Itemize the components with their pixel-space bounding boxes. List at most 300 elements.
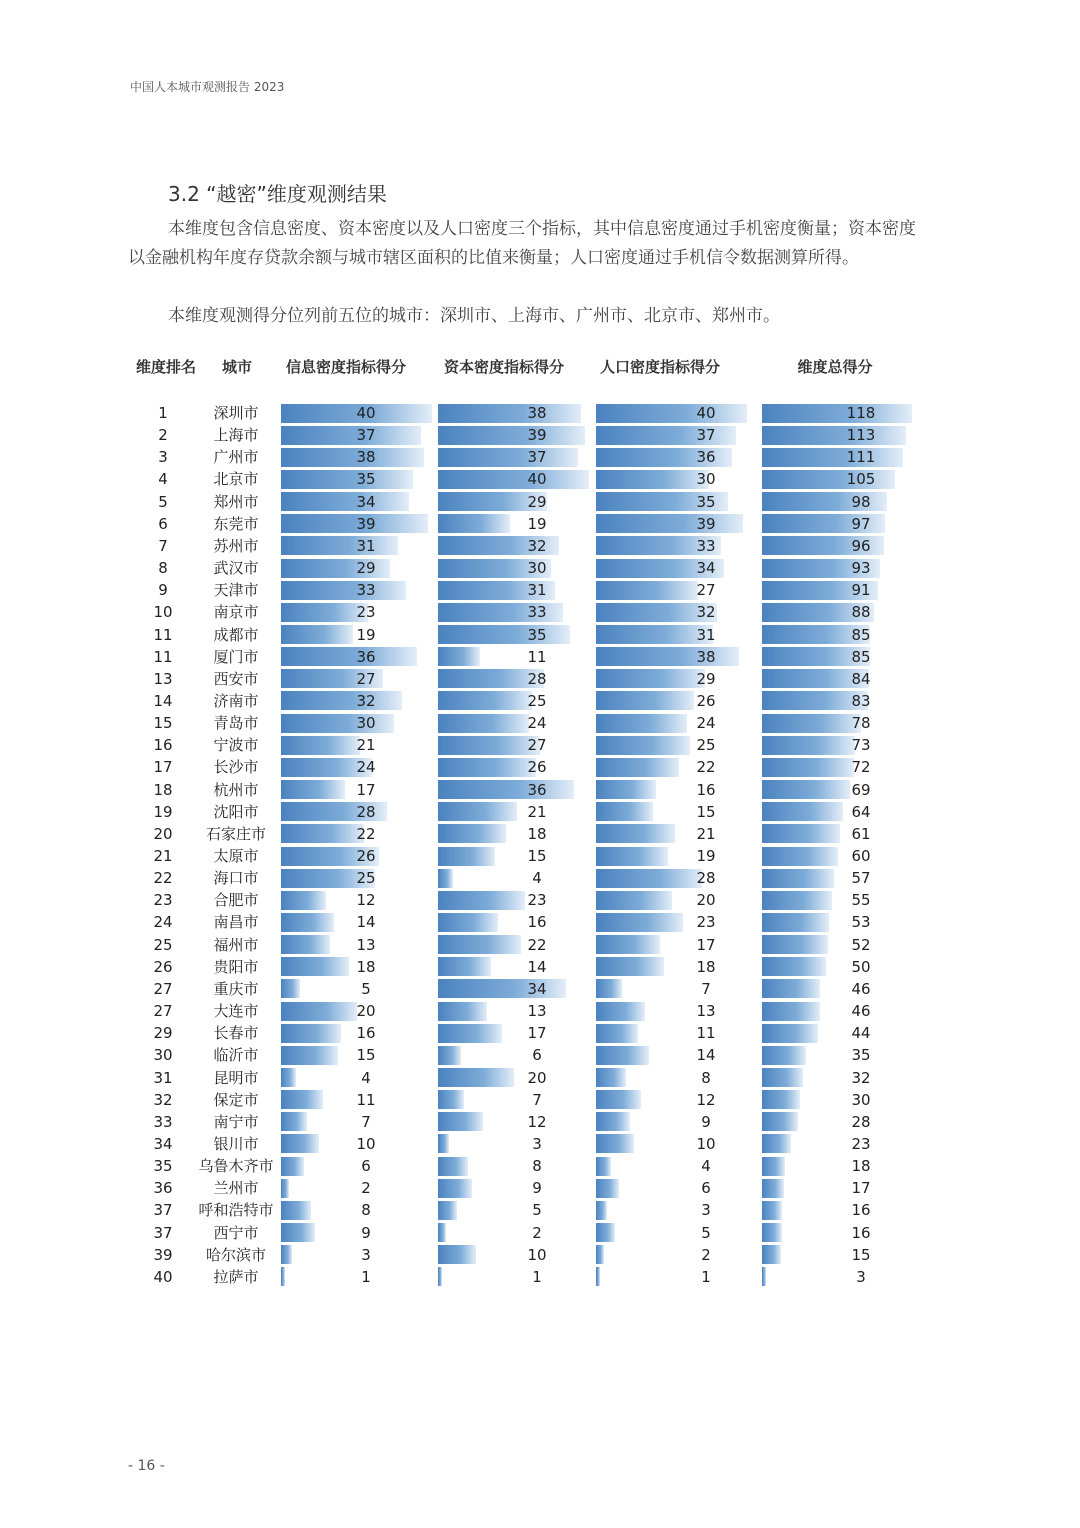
total-score-label: 111 — [846, 448, 876, 467]
info-score-label: 20 — [356, 1002, 376, 1021]
capital-score-label: 28 — [527, 669, 547, 688]
info-score-label: 6 — [361, 1157, 371, 1176]
capital-score-bar — [438, 647, 480, 666]
total-score-label: 113 — [846, 426, 876, 445]
city-cell: 重庆市 — [213, 979, 259, 998]
section-title: 3.2 “越密”维度观测结果 — [168, 182, 387, 206]
info-score-label: 19 — [356, 625, 376, 644]
total-score-label: 17 — [851, 1179, 871, 1198]
total-score-label: 88 — [851, 603, 871, 622]
population-score-bar — [596, 979, 622, 998]
capital-score-label: 22 — [527, 935, 547, 954]
population-score-bar — [596, 891, 672, 910]
info-score-label: 18 — [356, 957, 376, 976]
info-score-label: 23 — [356, 603, 376, 622]
population-score-label: 28 — [696, 869, 716, 888]
rank-cell: 27 — [153, 1002, 173, 1021]
city-cell: 哈尔滨市 — [205, 1245, 266, 1264]
capital-score-label: 4 — [532, 869, 542, 888]
population-score-bar — [596, 1068, 626, 1087]
city-cell: 武汉市 — [213, 559, 259, 578]
city-cell: 大连市 — [213, 1002, 259, 1021]
city-cell: 乌鲁木齐市 — [198, 1157, 274, 1176]
capital-score-label: 35 — [527, 625, 547, 644]
info-score-label: 29 — [356, 559, 376, 578]
capital-score-bar — [438, 1157, 468, 1176]
total-score-label: 61 — [851, 824, 871, 843]
population-score-bar — [596, 1134, 634, 1153]
info-score-label: 27 — [356, 669, 376, 688]
rank-cell: 33 — [153, 1112, 173, 1131]
population-score-label: 21 — [696, 824, 716, 843]
population-score-label: 33 — [696, 536, 716, 555]
rank-cell: 31 — [153, 1068, 173, 1087]
total-score-bar — [762, 869, 834, 888]
rank-cell: 35 — [153, 1157, 173, 1176]
info-score-label: 3 — [361, 1245, 371, 1264]
capital-score-bar — [438, 1112, 483, 1131]
capital-score-label: 30 — [527, 559, 547, 578]
city-cell: 西安市 — [213, 669, 259, 688]
rank-cell: 14 — [153, 691, 173, 710]
population-score-label: 6 — [701, 1179, 711, 1198]
info-score-label: 33 — [356, 581, 376, 600]
city-cell: 呼和浩特市 — [198, 1201, 274, 1220]
population-score-bar — [596, 1046, 649, 1065]
info-score-bar — [281, 1245, 292, 1264]
capital-score-label: 40 — [527, 470, 547, 489]
city-cell: 南宁市 — [213, 1112, 259, 1131]
population-score-label: 17 — [696, 935, 716, 954]
info-score-bar — [281, 1134, 319, 1153]
info-score-bar — [281, 1112, 307, 1131]
capital-score-bar — [438, 1134, 449, 1153]
total-score-label: 15 — [851, 1245, 871, 1264]
city-cell: 广州市 — [213, 448, 259, 467]
population-score-label: 16 — [696, 780, 716, 799]
city-cell: 杭州市 — [213, 780, 259, 799]
population-score-bar — [596, 1179, 619, 1198]
rank-cell: 1 — [158, 404, 168, 422]
info-score-bar — [281, 979, 300, 998]
total-score-label: 83 — [851, 691, 871, 710]
city-cell: 拉萨市 — [213, 1267, 259, 1286]
info-score-label: 10 — [356, 1134, 376, 1153]
rank-cell: 6 — [158, 514, 168, 533]
capital-score-bar — [438, 1068, 514, 1087]
column-header-population-density: 人口密度指标得分 — [599, 358, 720, 376]
capital-score-label: 19 — [527, 514, 547, 533]
population-score-label: 18 — [696, 957, 716, 976]
total-score-label: 30 — [851, 1090, 871, 1109]
population-score-bar — [596, 1002, 645, 1021]
capital-score-bar — [438, 935, 521, 954]
population-score-label: 24 — [696, 714, 716, 733]
capital-score-label: 2 — [532, 1223, 542, 1242]
capital-score-label: 3 — [532, 1134, 542, 1153]
rank-cell: 30 — [153, 1046, 173, 1065]
city-cell: 郑州市 — [213, 492, 259, 511]
info-score-label: 7 — [361, 1112, 371, 1131]
population-score-label: 30 — [696, 470, 716, 489]
info-score-label: 21 — [356, 736, 376, 755]
info-score-label: 24 — [356, 758, 376, 777]
total-score-bar — [762, 802, 843, 821]
total-score-label: 53 — [851, 913, 871, 932]
info-score-label: 36 — [356, 647, 376, 666]
total-score-bar — [762, 1002, 820, 1021]
rank-cell: 26 — [153, 957, 173, 976]
capital-score-label: 37 — [527, 448, 547, 467]
info-score-label: 13 — [356, 935, 376, 954]
city-cell: 青岛市 — [213, 714, 259, 733]
info-score-label: 12 — [356, 891, 376, 910]
total-score-bar — [762, 1068, 803, 1087]
population-score-bar — [596, 935, 660, 954]
population-score-label: 1 — [701, 1267, 711, 1286]
city-cell: 保定市 — [213, 1090, 259, 1109]
info-score-label: 34 — [356, 492, 376, 511]
population-score-label: 13 — [696, 1002, 716, 1021]
capital-score-bar — [438, 1046, 461, 1065]
capital-score-label: 21 — [527, 802, 547, 821]
column-header-capital-density: 资本密度指标得分 — [443, 358, 564, 376]
total-score-label: 18 — [851, 1157, 871, 1176]
total-score-bar — [762, 1046, 806, 1065]
info-score-label: 39 — [356, 514, 376, 533]
total-score-label: 16 — [851, 1201, 871, 1220]
city-cell: 深圳市 — [213, 404, 259, 422]
total-score-bar — [762, 1157, 785, 1176]
rank-cell: 21 — [153, 847, 173, 865]
column-header-rank: 维度排名 — [135, 358, 196, 376]
population-score-label: 31 — [696, 625, 716, 644]
city-cell: 北京市 — [213, 470, 259, 489]
info-score-bar — [281, 1223, 315, 1242]
population-score-label: 15 — [696, 802, 716, 821]
capital-score-label: 27 — [527, 736, 547, 755]
population-score-bar — [596, 1112, 630, 1131]
info-score-label: 26 — [356, 847, 376, 865]
population-score-label: 25 — [696, 736, 716, 755]
total-score-label: 72 — [851, 758, 871, 777]
population-score-label: 39 — [696, 514, 716, 533]
info-score-label: 14 — [356, 913, 376, 932]
population-score-label: 8 — [701, 1068, 711, 1087]
capital-score-label: 31 — [527, 581, 547, 600]
info-score-label: 35 — [356, 470, 376, 489]
population-score-label: 27 — [696, 581, 716, 600]
city-cell: 银川市 — [213, 1134, 259, 1153]
total-score-label: 55 — [851, 891, 871, 910]
rank-cell: 3 — [158, 448, 168, 467]
population-score-label: 19 — [696, 847, 716, 865]
info-score-bar — [281, 1090, 323, 1109]
capital-score-label: 14 — [527, 957, 547, 976]
capital-score-label: 10 — [527, 1245, 547, 1264]
rank-cell: 17 — [153, 758, 173, 777]
population-score-bar — [596, 802, 653, 821]
capital-score-label: 9 — [532, 1179, 542, 1198]
info-score-label: 30 — [356, 714, 376, 733]
info-score-bar — [281, 913, 334, 932]
capital-score-bar — [438, 824, 506, 843]
capital-score-label: 7 — [532, 1090, 542, 1109]
population-score-bar — [596, 824, 675, 843]
city-cell: 太原市 — [213, 847, 259, 865]
city-cell: 厦门市 — [213, 647, 259, 666]
city-cell: 海口市 — [213, 869, 259, 888]
total-score-bar — [762, 957, 826, 976]
capital-score-label: 15 — [527, 847, 547, 865]
rank-cell: 34 — [153, 1134, 173, 1153]
total-score-label: 60 — [851, 847, 871, 865]
info-score-label: 25 — [356, 869, 376, 888]
total-score-label: 35 — [851, 1046, 871, 1065]
population-score-label: 29 — [696, 669, 716, 688]
rank-cell: 18 — [153, 780, 173, 799]
total-score-bar — [762, 891, 832, 910]
population-score-bar — [596, 1157, 611, 1176]
population-score-label: 34 — [696, 559, 716, 578]
population-score-label: 3 — [701, 1201, 711, 1220]
rank-cell: 27 — [153, 979, 173, 998]
total-score-label: 57 — [851, 869, 871, 888]
rank-cell: 11 — [153, 647, 173, 666]
capital-score-label: 36 — [527, 780, 547, 799]
population-score-bar — [596, 957, 664, 976]
capital-score-label: 5 — [532, 1201, 542, 1220]
capital-score-bar — [438, 1201, 457, 1220]
total-score-bar — [762, 979, 820, 998]
city-cell: 临沂市 — [213, 1046, 259, 1065]
population-score-label: 14 — [696, 1046, 716, 1065]
population-score-bar — [596, 691, 694, 710]
capital-score-label: 33 — [527, 603, 547, 622]
total-score-bar — [762, 1223, 782, 1242]
capital-score-label: 20 — [527, 1068, 547, 1087]
info-score-bar — [281, 1157, 304, 1176]
rank-cell: 22 — [153, 869, 173, 888]
rank-cell: 29 — [153, 1024, 173, 1043]
population-score-bar — [596, 913, 683, 932]
population-score-label: 26 — [696, 691, 716, 710]
info-score-label: 17 — [356, 780, 376, 799]
total-score-label: 98 — [851, 492, 871, 511]
capital-score-label: 16 — [527, 913, 547, 932]
population-score-bar — [596, 1267, 600, 1286]
capital-score-label: 29 — [527, 492, 547, 511]
total-score-label: 64 — [851, 802, 871, 821]
total-score-label: 105 — [846, 470, 876, 489]
city-cell: 贵阳市 — [213, 957, 259, 976]
population-score-bar — [596, 758, 679, 777]
total-score-label: 96 — [851, 536, 871, 555]
total-score-label: 118 — [846, 404, 876, 422]
city-cell: 福州市 — [213, 935, 259, 954]
capital-score-label: 32 — [527, 536, 547, 555]
population-score-label: 32 — [696, 603, 716, 622]
info-score-label: 16 — [356, 1024, 376, 1043]
total-score-label: 93 — [851, 559, 871, 578]
capital-score-bar — [438, 1179, 472, 1198]
total-score-label: 73 — [851, 736, 871, 755]
population-score-bar — [596, 1223, 615, 1242]
total-score-bar — [762, 935, 828, 954]
total-score-label: 52 — [851, 935, 871, 954]
info-score-label: 31 — [356, 536, 376, 555]
rank-cell: 10 — [153, 603, 173, 622]
city-cell: 宁波市 — [213, 736, 259, 755]
capital-score-bar — [438, 913, 498, 932]
rank-cell: 37 — [153, 1201, 173, 1220]
city-cell: 济南市 — [213, 691, 259, 710]
rank-cell: 5 — [158, 492, 168, 511]
city-cell: 长春市 — [213, 1024, 259, 1043]
population-score-label: 4 — [701, 1157, 711, 1176]
rank-cell: 4 — [158, 470, 168, 489]
info-score-bar — [281, 1024, 341, 1043]
rank-cell: 8 — [158, 559, 168, 578]
capital-score-bar — [438, 1002, 487, 1021]
capital-score-label: 34 — [527, 979, 547, 998]
city-cell: 南昌市 — [213, 913, 259, 932]
total-score-bar — [762, 1134, 791, 1153]
info-score-bar — [281, 1267, 285, 1286]
rank-cell: 2 — [158, 426, 168, 445]
population-score-label: 40 — [696, 404, 716, 422]
info-score-label: 4 — [361, 1068, 371, 1087]
total-score-label: 91 — [851, 581, 871, 600]
info-score-label: 15 — [356, 1046, 376, 1065]
total-score-bar — [762, 847, 838, 866]
rank-cell: 39 — [153, 1245, 173, 1264]
rank-cell: 36 — [153, 1179, 173, 1198]
population-score-label: 37 — [696, 426, 716, 445]
city-cell: 东莞市 — [213, 514, 259, 533]
rank-cell: 9 — [158, 581, 168, 600]
rank-cell: 19 — [153, 802, 173, 821]
population-score-label: 11 — [696, 1024, 716, 1043]
capital-score-bar — [438, 514, 510, 533]
page-number: - 16 - — [128, 1458, 165, 1474]
city-cell: 合肥市 — [213, 891, 259, 910]
capital-score-label: 23 — [527, 891, 547, 910]
total-score-label: 85 — [851, 625, 871, 644]
rank-cell: 11 — [153, 625, 173, 644]
total-score-label: 44 — [851, 1024, 871, 1043]
city-cell: 石家庄市 — [205, 824, 266, 843]
rank-cell: 7 — [158, 536, 168, 555]
population-score-label: 2 — [701, 1245, 711, 1264]
total-score-bar — [762, 1201, 782, 1220]
running-header: 中国人本城市观测报告 2023 — [130, 80, 285, 94]
info-score-label: 40 — [356, 404, 376, 422]
info-score-label: 1 — [361, 1267, 371, 1286]
info-score-label: 32 — [356, 691, 376, 710]
info-score-bar — [281, 1046, 338, 1065]
column-header-info-density: 信息密度指标得分 — [285, 358, 406, 376]
info-score-bar — [281, 957, 349, 976]
population-score-label: 5 — [701, 1223, 711, 1242]
total-score-bar — [762, 824, 840, 843]
column-header-city: 城市 — [221, 358, 252, 376]
column-header-total-score: 维度总得分 — [797, 358, 873, 376]
total-score-bar — [762, 913, 829, 932]
capital-score-bar — [438, 869, 453, 888]
capital-score-label: 1 — [532, 1267, 542, 1286]
info-score-label: 5 — [361, 979, 371, 998]
total-score-label: 28 — [851, 1112, 871, 1131]
capital-score-bar — [438, 1024, 502, 1043]
info-score-label: 38 — [356, 448, 376, 467]
capital-score-label: 8 — [532, 1157, 542, 1176]
city-cell: 苏州市 — [213, 536, 259, 555]
rank-cell: 32 — [153, 1090, 173, 1109]
info-score-bar — [281, 935, 330, 954]
population-score-bar — [596, 1024, 638, 1043]
capital-score-label: 25 — [527, 691, 547, 710]
rank-cell: 37 — [153, 1223, 173, 1242]
population-score-label: 12 — [696, 1090, 716, 1109]
info-score-label: 28 — [356, 802, 376, 821]
total-score-label: 32 — [851, 1068, 871, 1087]
total-score-label: 78 — [851, 714, 871, 733]
info-score-label: 9 — [361, 1223, 371, 1242]
info-score-label: 8 — [361, 1201, 371, 1220]
rank-cell: 23 — [153, 891, 173, 910]
city-cell: 兰州市 — [213, 1179, 259, 1198]
city-cell: 南京市 — [213, 603, 259, 622]
rank-cell: 15 — [153, 714, 173, 733]
total-score-label: 69 — [851, 780, 871, 799]
rank-cell: 25 — [153, 935, 173, 954]
population-score-bar — [596, 1090, 641, 1109]
total-score-label: 46 — [851, 1002, 871, 1021]
city-cell: 成都市 — [213, 625, 259, 644]
population-score-bar — [596, 1245, 604, 1264]
capital-score-bar — [438, 957, 491, 976]
top-five-paragraph: 本维度观测得分位列前五位的城市：深圳市、上海市、广州市、北京市、郑州市。 — [168, 306, 780, 326]
population-score-label: 23 — [696, 913, 716, 932]
capital-score-label: 6 — [532, 1046, 542, 1065]
capital-score-bar — [438, 847, 495, 866]
capital-score-label: 12 — [527, 1112, 547, 1131]
info-score-label: 2 — [361, 1179, 371, 1198]
total-score-bar — [762, 1179, 784, 1198]
population-score-label: 35 — [696, 492, 716, 511]
total-score-bar — [762, 1112, 798, 1131]
rank-cell: 24 — [153, 913, 173, 932]
capital-score-bar — [438, 802, 517, 821]
total-score-label: 84 — [851, 669, 871, 688]
description-paragraph: 本维度包含信息密度、资本密度以及人口密度三个指标，其中信息密度通过手机密度衡量；资本密度以金融机构年度存贷款余额与城市辖区面积的比值来衡量；人口密度通过手机信令数据测算所得。 — [128, 219, 916, 268]
info-score-bar — [281, 891, 326, 910]
capital-score-label: 18 — [527, 824, 547, 843]
total-score-bar — [762, 1024, 818, 1043]
info-score-bar — [281, 780, 345, 799]
capital-score-bar — [438, 1223, 446, 1242]
population-score-label: 38 — [696, 647, 716, 666]
total-score-label: 3 — [856, 1267, 866, 1286]
total-score-bar — [762, 1267, 766, 1286]
city-cell: 西宁市 — [213, 1223, 259, 1242]
capital-score-bar — [438, 1267, 442, 1286]
total-score-bar — [762, 1245, 781, 1264]
capital-score-label: 11 — [527, 647, 547, 666]
capital-score-label: 26 — [527, 758, 547, 777]
population-score-label: 10 — [696, 1134, 716, 1153]
